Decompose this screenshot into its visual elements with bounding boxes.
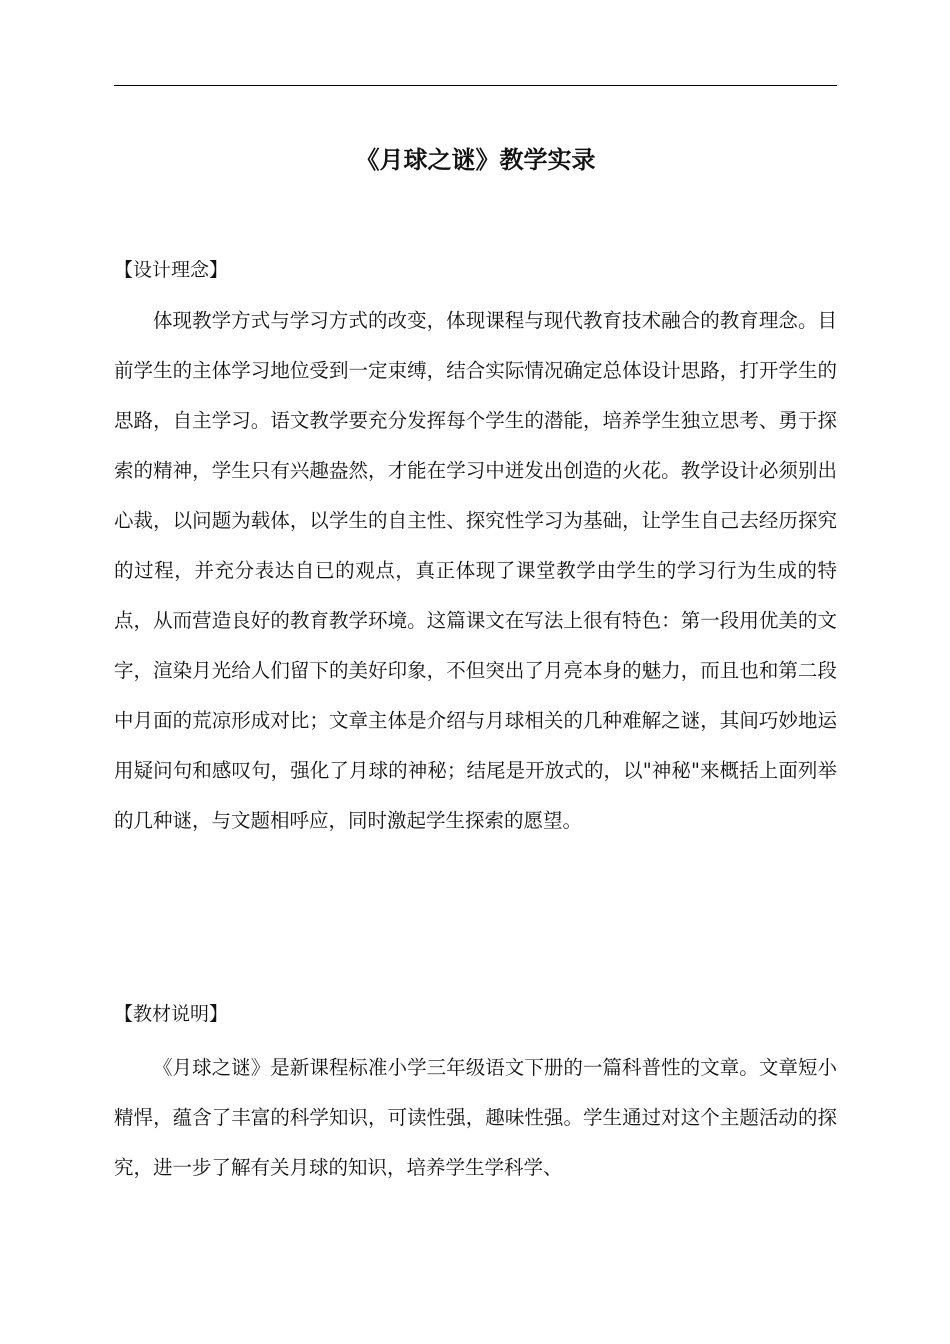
section-heading-material-description: 【教材说明】 bbox=[114, 1003, 229, 1025]
section-body-material-description: 《月球之谜》是新课程标准小学三年级语文下册的一篇科普性的文章。文章短小精悍，蕴含了丰富的科学知识，可读性强，趣味性强。学生通过对这个主题活动的探究，进一步了解有关月球的知识，培养学生学科学、 bbox=[114, 1056, 837, 1179]
section-heading-design-concept: 【设计理念】 bbox=[114, 259, 229, 281]
section-body-design-concept: 体现教学方式与学习方式的改变，体现课程与现代教育技术融合的教育理念。目前学生的主体学习地位受到一定束缚，结合实际情况确定总体设计思路，打开学生的思路，自主学习。语文教学要充分发挥每个学生的潜能，培养学生独立思考、勇于探索的精神，学生只有兴趣盎然，才能在学习中迸发出创造的火花。教学设计必须别出心裁，以问题为载体，以学生的自主性、探究性学习为基础，让学生自己去经历探究的过程，并充分表达自已的观点，真正体现了课堂教学由学生的学习行为生成的特点，从而营造良好的教育教学环境。这篇课文在写法上很有特色：第一段用优美的文字，渲染月光给人们留下的美好印象，不但突出了月亮本身的魅力，而且也和第二段中月面的荒凉形成对比；文章主体是介绍与月球相关的几种难解之谜，其间巧妙地运用疑问句和感叹句，强化了月球的神秘；结尾是开放式的，以"神秘"来概括上面列举的几种谜，与文题相呼应，同时激起学生探索的愿望。 bbox=[114, 309, 837, 832]
document-title: 《月球之谜》教学实录 bbox=[355, 145, 596, 174]
header-rule bbox=[114, 85, 837, 86]
